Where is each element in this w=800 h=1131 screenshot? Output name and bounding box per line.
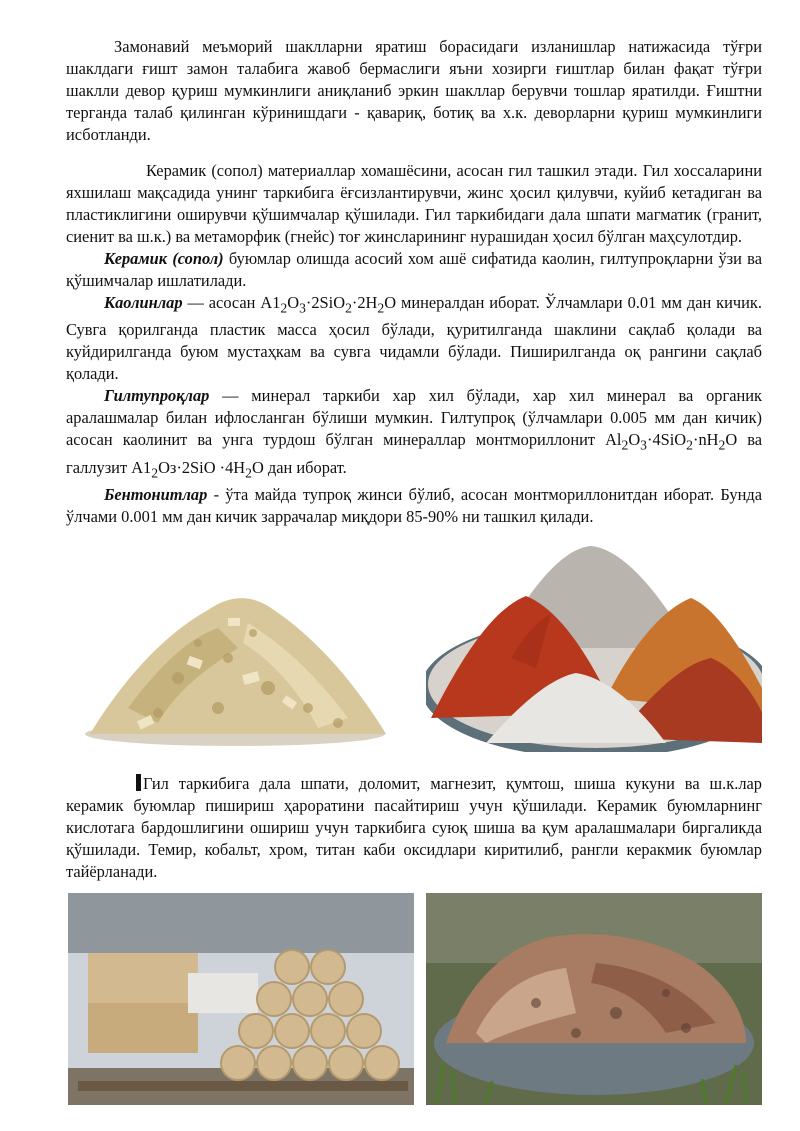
clay-text-5: O ва галлузит А1 [66, 430, 762, 477]
photo-kaolin-pile [68, 538, 402, 752]
photo-ceramic-blocks [68, 893, 414, 1105]
kaolin-sub-3: 2 [345, 300, 352, 316]
paragraph-kaolin [66, 292, 762, 385]
paragraph-ceramic [66, 248, 762, 292]
text-cursor [136, 774, 141, 791]
term-ceramic: Керамик (сопол) [104, 249, 224, 268]
clay-sub-1: 2 [621, 437, 629, 453]
clay-text-6: Oз·2SiO ·4H [158, 457, 246, 477]
paragraph-clay [66, 385, 762, 484]
kaolin-sub-4: 2 [377, 300, 385, 316]
clay-text-1: — минерал таркиби хар хил бўлади, хар хил минерал ва органик аралашмалар билан ифлосланган бўлиши мумкин. Гилтупроқ (ўлчамлари 0.005 мм дан кичик) асосан каолинит ва унга турдош бўлган минераллар монтмориллонит Al [66, 386, 762, 450]
paragraph-additives [66, 773, 762, 883]
photo-row-2 [66, 893, 762, 1106]
clay-text-2: O [628, 430, 641, 450]
clay-sub-2: 3 [640, 437, 647, 453]
bentonite-text: - ўта майда тупроқ жинси бўлиб, асосан монтмориллонитдан иборат. Бунда ўлчами 0.001 мм дан кичик заррачалар миқдори 85-90% ни ташкил қилади. [66, 484, 762, 526]
ceramic-text: буюмлар олишда асосий хом ашё сифатида каолин, гилтупроқларни ўзи ва қўшимчалар ишлатилади. [66, 249, 762, 290]
kaolin-sub-2: 3 [299, 300, 306, 316]
term-kaolin: Каолинлар [104, 293, 183, 312]
kaolin-text-3: ·2SiO [305, 293, 346, 312]
document-page [66, 36, 762, 1106]
kaolin-text-5: O минералдан иборат. Ўлчамлари 0.01 мм дан кичик. Сувга қорилганда пластик масса ҳосил бўлади, қуритилганда шаклини сақлаб қолади ва куйдирилганда буюм мустаҳкам ва сувга чидамли бўлади. Пиширилганда оқ рангини сақлаб қолади. [66, 293, 762, 384]
kaolin-text-1: — асосан А1 [182, 293, 281, 312]
term-clay: Гилтупроқлар [104, 386, 210, 406]
kaolin-text-2: O [287, 293, 300, 312]
clay-text-7: O дан иборат. [251, 457, 347, 477]
photo-row-1 [66, 538, 762, 763]
photo-colored-powders [426, 538, 762, 752]
term-bentonite: Бентонитлар [104, 484, 208, 504]
paragraph-raw-materials: Керамик (сопол) материаллар хомашёсини, асосан гил ташкил этади. Гил хоссаларини яхшилаш мақсадида унинг таркибига ёғсизлантирувчи, жинс ҳосил қилувчи, куйиб кетадиган ва пластиклигини оширувчи қўшимчалар қўшилади. Гил таркибидаги дала шпати магматик (гранит, сиенит ва ш.к.) ва метаморфик (гнейс) тоғ жинсларининг нурашидан ҳосил бўлган маҳсулотдир. [66, 161, 762, 246]
additives-text: Гил таркибига дала шпати, доломит, магнезит, қумтош, шиша кукуни ва ш.к.лар керамик буюмлар пишириш ҳароратини пасайтириш учун қўшилади. Керамик буюмларнинг кислотага бардошлигини ошириш учун таркибига суюқ шиша ва қум аралашмалари биргаликда қўшилади. Темир, кобальт, хром, титан каби оксидлари киритилиб, рангли керакмик буюмлар тайёрланади. [66, 773, 762, 881]
kaolin-sub-1: 2 [280, 300, 288, 316]
clay-sub-6: 2 [245, 464, 252, 480]
clay-sub-3: 2 [686, 437, 693, 453]
kaolin-text-4: ·2H [351, 293, 378, 312]
paragraph-intro: Замонавий меъморий шаклларни яратиш борасидаги изланишлар натижасида тўғри шаклдаги ғишт замон талабига жавоб бермаслиги яъни хозирги ғиштлар билан фақат тўғри шаклли девор қуриш мумкинлиги аниқланиб эркин шакллар берувчи тошлар яратилди. Ғиштни терганда талаб қилинган кўринишдаги - қавариқ, ботиқ ва х.к. деворларни қуриш мумкинлиги исботланди. [66, 37, 762, 144]
clay-sub-4: 2 [718, 437, 726, 453]
paragraph-bentonite [66, 484, 762, 528]
clay-text-4: ·nH [692, 430, 719, 450]
photo-red-clay [426, 893, 762, 1105]
clay-text-3: ·4SiO [646, 430, 687, 450]
clay-sub-5: 2 [151, 464, 159, 480]
